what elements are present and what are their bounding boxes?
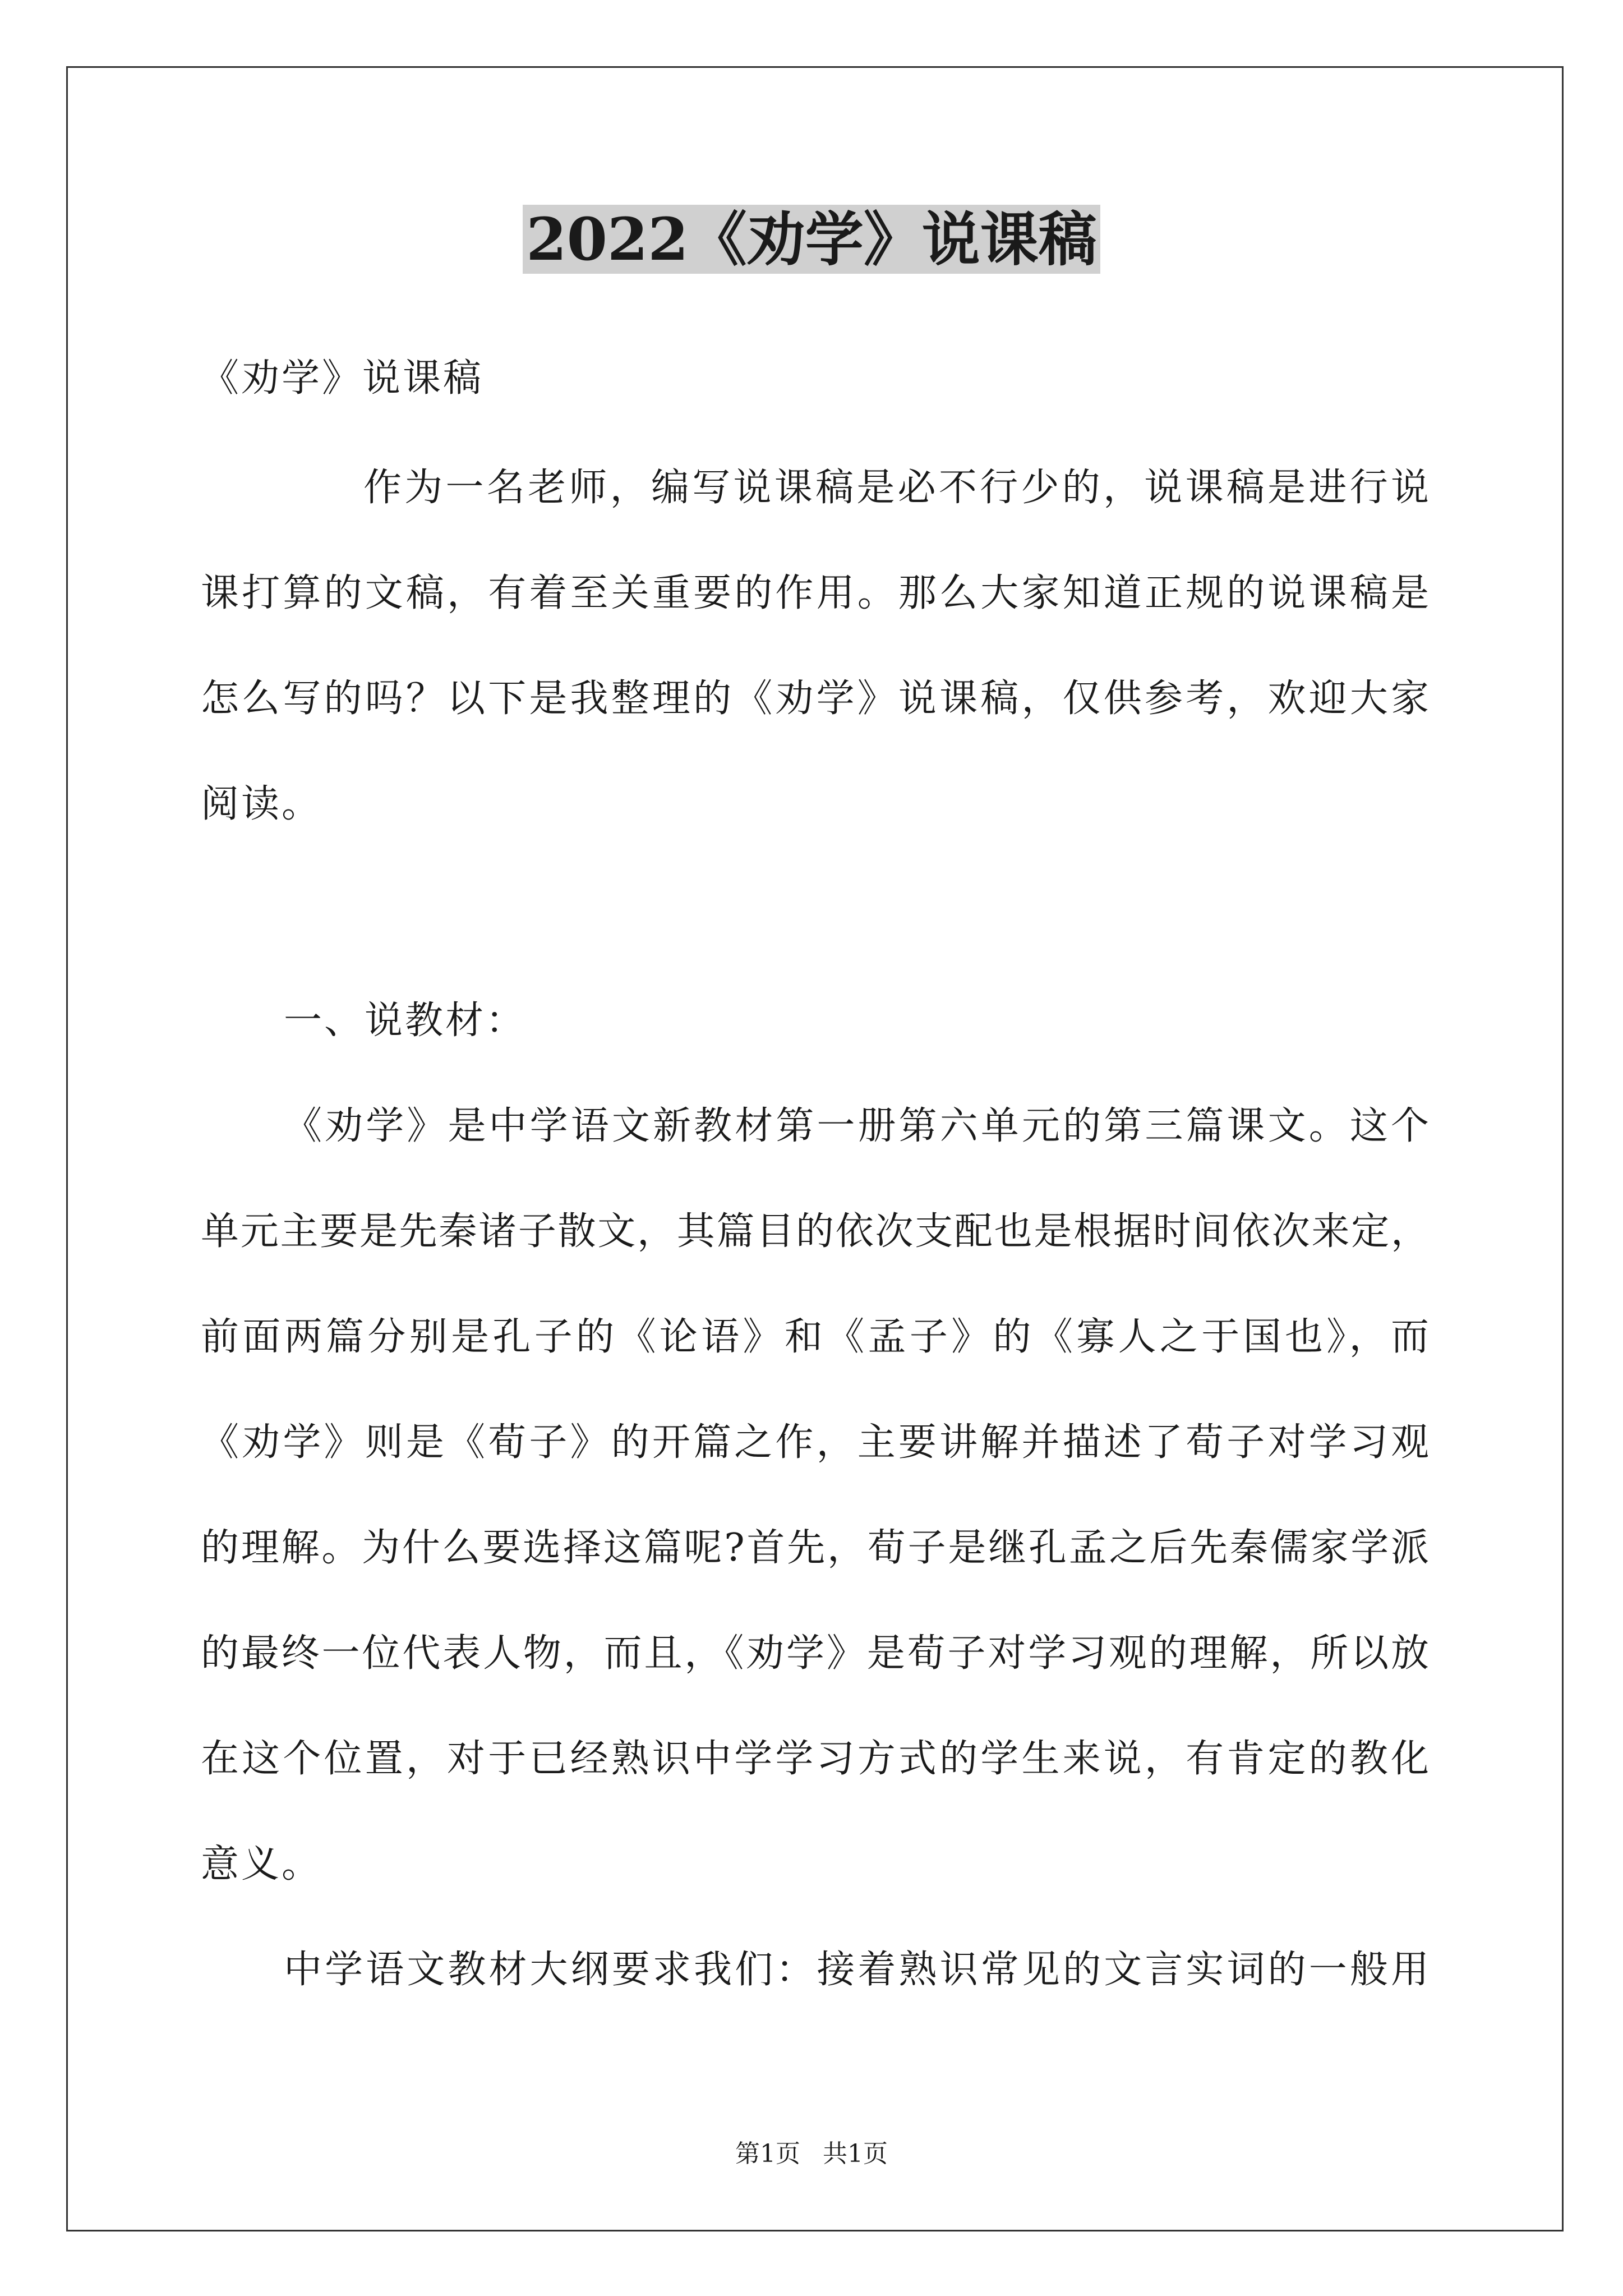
paragraph-line: 在这个位置，对于已经熟识中学学习方式的学生来说，有肯定的教化 (201, 1737, 1429, 1781)
paragraph-line: 《劝学》则是《荀子》的开篇之作，主要讲解并描述了荀子对学习观 (201, 1420, 1429, 1465)
subtitle-line: 《劝学》说课稿 (201, 356, 484, 401)
section-heading: 一、说教材： (284, 999, 527, 1043)
paragraph-line: 《劝学》是中学语文新教材第一册第六单元的第三篇课文。这个 (284, 1104, 1429, 1148)
page-total: 共1页 (823, 2139, 888, 2168)
paragraph-line: 的理解。为什么要选择这篇呢?首先，荀子是继孔孟之后先秦儒家学派 (201, 1526, 1429, 1570)
paragraph-line: 阅读。 (201, 782, 322, 826)
paragraph-line: 的最终一位代表人物，而且，《劝学》是荀子对学习观的理解，所以放 (201, 1631, 1429, 1676)
paragraph-line: 意义。 (201, 1842, 322, 1887)
paragraph-line: 作为一名老师，编写说课稿是必不行少的，说课稿是进行说 (363, 466, 1429, 510)
paragraph-line: 中学语文教材大纲要求我们：接着熟识常见的文言实词的一般用 (284, 1948, 1429, 1992)
paragraph-line: 课打算的文稿，有着至关重要的作用。那么大家知道正规的说课稿是 (201, 571, 1429, 615)
paragraph-line: 单元主要是先秦诸子散文，其篇目的依次支配也是根据时间依次来定， (201, 1209, 1429, 1254)
document-title: 2022《劝学》说课稿 (0, 197, 1623, 282)
paragraph-line: 前面两篇分别是孔子的《论语》和《孟子》的《寡人之于国也》，而 (201, 1315, 1429, 1359)
page-footer (0, 2137, 1623, 2171)
paragraph-line: 怎么写的吗？以下是我整理的《劝学》说课稿，仅供参考，欢迎大家 (201, 677, 1429, 721)
page-number: 第1页 (735, 2139, 800, 2168)
